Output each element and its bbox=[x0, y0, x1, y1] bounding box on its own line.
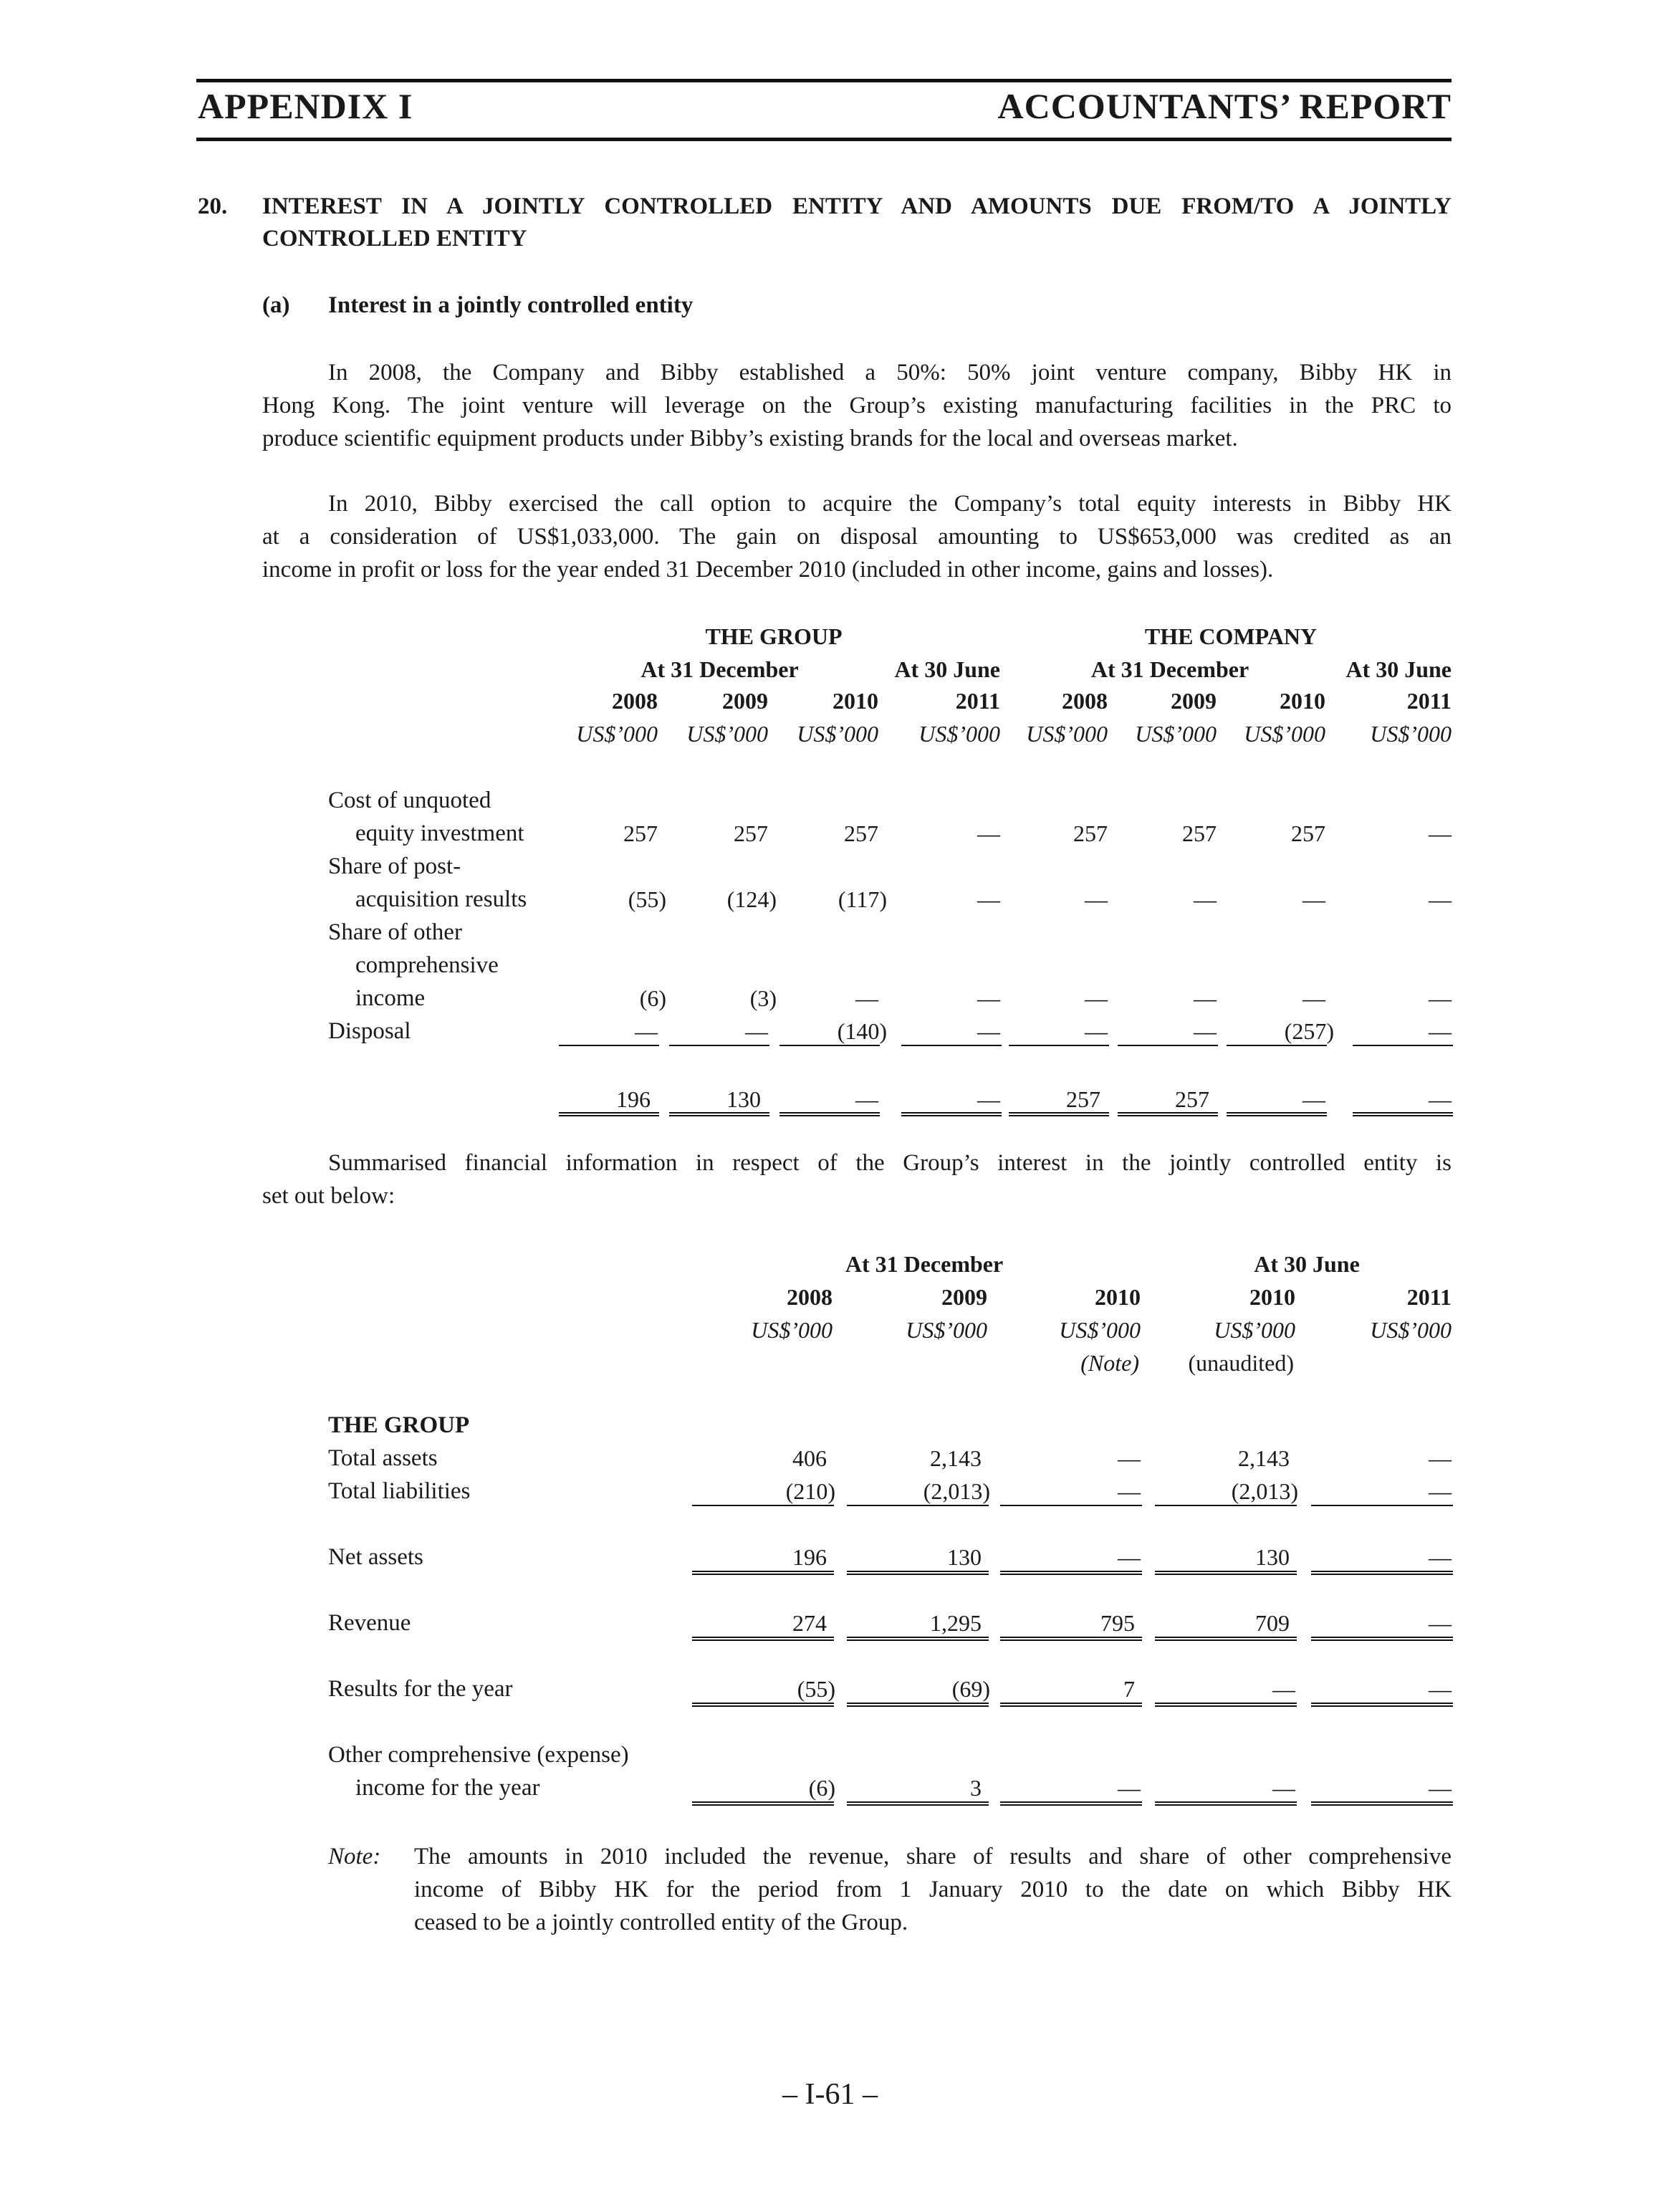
t1-row-label: Disposal bbox=[328, 1018, 411, 1044]
t1-underline bbox=[901, 1045, 1002, 1046]
t2-underline bbox=[1311, 1505, 1453, 1506]
t2-cell: — bbox=[1429, 1445, 1452, 1471]
t2-cell: 130 bbox=[1255, 1544, 1290, 1570]
t1-year-header: 2010 bbox=[1280, 688, 1325, 714]
t1-cell: (257) bbox=[1284, 1018, 1334, 1044]
paragraph-line: In 2010, Bibby exercised the call option to acquire the Company’s total equity interests in Bibby HK bbox=[328, 491, 1452, 517]
t1-double-underline bbox=[559, 1112, 659, 1116]
summary-intro bbox=[262, 1146, 1452, 1212]
t2-underline bbox=[1000, 1505, 1142, 1506]
t1-cell: — bbox=[1429, 985, 1452, 1011]
t1-cell: — bbox=[977, 985, 1000, 1011]
t2-cell: — bbox=[1429, 1478, 1452, 1504]
t2-double-underline bbox=[847, 1703, 989, 1707]
company-heading: THE COMPANY bbox=[1144, 623, 1318, 649]
t2-cell: (69) bbox=[951, 1676, 990, 1702]
t2-double-underline bbox=[692, 1571, 834, 1575]
t2-cell: — bbox=[1272, 1775, 1295, 1801]
t1-underline bbox=[559, 1045, 659, 1046]
t2-cell: 1,295 bbox=[930, 1610, 982, 1636]
t2-cell: 274 bbox=[792, 1610, 827, 1636]
t2-unit-header: US$’000 bbox=[1059, 1317, 1141, 1343]
t2-cell: — bbox=[1429, 1676, 1452, 1702]
t1-cell: — bbox=[1194, 985, 1217, 1011]
t2-double-underline bbox=[1155, 1637, 1297, 1641]
t1-cell: — bbox=[1429, 886, 1452, 912]
t1-year-header: 2011 bbox=[955, 688, 1000, 714]
t1-year-header: 2009 bbox=[722, 688, 768, 714]
t1-double-underline bbox=[669, 1112, 769, 1116]
t2-group-label: THE GROUP bbox=[328, 1412, 470, 1438]
t1-cell: (3) bbox=[749, 985, 777, 1011]
t1-cell: 257 bbox=[1182, 820, 1217, 846]
t2-year-header: 2010 bbox=[1095, 1284, 1141, 1310]
t1-year-header: 2009 bbox=[1171, 688, 1217, 714]
t2-cell: (2,013) bbox=[1231, 1478, 1298, 1504]
t1-cell: 257 bbox=[1291, 820, 1325, 846]
t1-row-label: Share of post- bbox=[328, 853, 461, 879]
company-at-june-heading: At 30 June bbox=[1345, 656, 1452, 682]
t1-underline bbox=[1118, 1045, 1218, 1046]
t1-unit-header: US$’000 bbox=[1370, 721, 1452, 747]
t1-cell: — bbox=[1194, 886, 1217, 912]
t2-row-label: Net assets bbox=[328, 1544, 423, 1570]
t2-row-label: Results for the year bbox=[328, 1676, 513, 1702]
header-bottom-rule bbox=[196, 138, 1452, 141]
paragraph-line: income in profit or loss for the year ended 31 December 2010 (included in other income, gains and losses). bbox=[262, 557, 1274, 583]
t2-row-label: Revenue bbox=[328, 1610, 411, 1636]
paragraph-disposal bbox=[262, 487, 1452, 586]
t2-cell: (55) bbox=[797, 1676, 835, 1702]
t2-cell: 2,143 bbox=[1238, 1445, 1290, 1471]
unaudited-label: (unaudited) bbox=[1188, 1350, 1294, 1376]
t1-unit-header: US$’000 bbox=[686, 721, 768, 747]
t1-total-cell: — bbox=[1302, 1086, 1325, 1112]
paragraph-line: In 2008, the Company and Bibby established a 50%: 50% joint venture company, Bibby HK in bbox=[328, 360, 1452, 386]
t1-total-cell: — bbox=[855, 1086, 878, 1112]
t1-year-header: 2008 bbox=[1062, 688, 1108, 714]
t2-double-underline bbox=[1000, 1571, 1142, 1575]
t2-unit-header: US$’000 bbox=[751, 1317, 833, 1343]
t1-underline bbox=[779, 1045, 880, 1046]
t1-cell: 257 bbox=[844, 820, 878, 846]
t2-cell: (210) bbox=[785, 1478, 835, 1504]
t1-double-underline bbox=[901, 1112, 1002, 1116]
note-text bbox=[414, 1840, 1452, 1939]
t2-double-underline bbox=[692, 1703, 834, 1707]
t1-cell: — bbox=[1085, 1018, 1108, 1044]
t2-cell: 7 bbox=[1123, 1676, 1135, 1702]
t1-underline bbox=[1353, 1045, 1453, 1046]
group-heading: THE GROUP bbox=[705, 623, 843, 649]
t1-cell: (140) bbox=[837, 1018, 887, 1044]
t1-cell: — bbox=[1429, 1018, 1452, 1044]
t2-year-header: 2008 bbox=[787, 1284, 833, 1310]
t2-at-june-heading: At 30 June bbox=[1254, 1251, 1360, 1277]
report-title: ACCOUNTANTS’ REPORT bbox=[997, 86, 1452, 126]
t1-double-underline bbox=[1353, 1112, 1453, 1116]
t1-unit-header: US$’000 bbox=[1244, 721, 1325, 747]
t2-cell: 795 bbox=[1100, 1610, 1135, 1636]
t1-total-cell: 257 bbox=[1066, 1086, 1100, 1112]
t2-double-underline bbox=[1311, 1703, 1453, 1707]
t2-cell: 709 bbox=[1255, 1610, 1290, 1636]
paragraph-line: Hong Kong. The joint venture will leverage on the Group’s existing manufacturing facilities in the PRC to bbox=[262, 393, 1452, 418]
t2-unit-header: US$’000 bbox=[1370, 1317, 1452, 1343]
t2-cell: — bbox=[1429, 1775, 1452, 1801]
paragraph-line: produce scientific equipment products under Bibby’s existing brands for the local and overseas market. bbox=[262, 426, 1238, 451]
t1-row-label: comprehensive bbox=[355, 952, 499, 978]
page-number: – I-61 – bbox=[782, 2078, 878, 2111]
t2-double-underline bbox=[1311, 1801, 1453, 1806]
t1-cell: (55) bbox=[628, 886, 666, 912]
t1-total-cell: 257 bbox=[1175, 1086, 1209, 1112]
t2-year-header: 2009 bbox=[941, 1284, 987, 1310]
group-at-june-heading: At 30 June bbox=[894, 656, 1000, 682]
note-reference: (Note) bbox=[1080, 1350, 1139, 1376]
t1-cell: 257 bbox=[1073, 820, 1108, 846]
t2-underline bbox=[1155, 1505, 1297, 1506]
t2-double-underline bbox=[847, 1801, 989, 1806]
t2-cell: 406 bbox=[792, 1445, 827, 1471]
t2-cell: — bbox=[1118, 1478, 1141, 1504]
t2-unit-header: US$’000 bbox=[1214, 1317, 1295, 1343]
paragraph-line: Summarised financial information in respect of the Group’s interest in the jointly controlled entity is bbox=[328, 1150, 1452, 1176]
t2-double-underline bbox=[1000, 1703, 1142, 1707]
t1-row-label: acquisition results bbox=[355, 886, 527, 912]
t2-unit-header: US$’000 bbox=[906, 1317, 987, 1343]
t1-double-underline bbox=[1118, 1112, 1218, 1116]
company-at-dec-heading: At 31 December bbox=[1090, 656, 1249, 682]
t1-total-cell: 196 bbox=[616, 1086, 651, 1112]
t1-cell: (117) bbox=[838, 886, 887, 912]
t1-double-underline bbox=[779, 1112, 880, 1116]
t1-cell: 257 bbox=[623, 820, 658, 846]
t2-row-label: Total assets bbox=[328, 1445, 438, 1471]
t2-row-label: Other comprehensive (expense) bbox=[328, 1742, 629, 1768]
t1-cell: — bbox=[977, 1018, 1000, 1044]
t2-cell: (6) bbox=[808, 1775, 835, 1801]
t2-double-underline bbox=[1311, 1637, 1453, 1641]
header-top-rule bbox=[196, 79, 1452, 82]
t2-double-underline bbox=[1155, 1703, 1297, 1707]
t2-cell: — bbox=[1118, 1775, 1141, 1801]
t1-unit-header: US$’000 bbox=[918, 721, 1000, 747]
t1-row-label: Cost of unquoted bbox=[328, 787, 491, 813]
section-title-line1: INTEREST IN A JOINTLY CONTROLLED ENTITY AND AMOUNTS DUE FROM/TO A JOINTLY bbox=[262, 193, 1452, 219]
t1-cell: — bbox=[977, 886, 1000, 912]
t2-double-underline bbox=[1000, 1637, 1142, 1641]
t2-double-underline bbox=[692, 1637, 834, 1641]
t2-cell: 196 bbox=[792, 1544, 827, 1570]
t1-year-header: 2011 bbox=[1406, 688, 1452, 714]
note-label: Note: bbox=[328, 1844, 381, 1869]
section-number: 20. bbox=[198, 193, 228, 219]
t2-underline bbox=[692, 1505, 834, 1506]
t1-underline bbox=[1009, 1045, 1109, 1046]
t2-double-underline bbox=[1155, 1571, 1297, 1575]
t2-year-header: 2010 bbox=[1249, 1284, 1295, 1310]
t1-unit-header: US$’000 bbox=[576, 721, 658, 747]
t1-cell: 257 bbox=[734, 820, 768, 846]
t2-row-label: income for the year bbox=[355, 1775, 540, 1801]
note-line: income of Bibby HK for the period from 1 January 2010 to the date on which Bibby HK bbox=[414, 1877, 1452, 1902]
t1-cell: — bbox=[1302, 886, 1325, 912]
t1-unit-header: US$’000 bbox=[1026, 721, 1108, 747]
t2-row-label: Total liabilities bbox=[328, 1478, 471, 1504]
t1-double-underline bbox=[1009, 1112, 1109, 1116]
t1-cell: — bbox=[1085, 985, 1108, 1011]
t2-cell: 3 bbox=[970, 1775, 982, 1801]
t1-cell: — bbox=[1194, 1018, 1217, 1044]
section-title-line2: CONTROLLED ENTITY bbox=[262, 226, 527, 252]
t2-double-underline bbox=[1155, 1801, 1297, 1806]
t1-cell: — bbox=[1429, 820, 1452, 846]
t2-at-dec-heading: At 31 December bbox=[845, 1251, 1004, 1277]
t1-cell: — bbox=[977, 820, 1000, 846]
t2-cell: — bbox=[1118, 1544, 1141, 1570]
t1-cell: (124) bbox=[726, 886, 777, 912]
t2-double-underline bbox=[1311, 1571, 1453, 1575]
t2-double-underline bbox=[692, 1801, 834, 1806]
t1-double-underline bbox=[1227, 1112, 1327, 1116]
t1-underline bbox=[1227, 1045, 1327, 1046]
subsection-title: Interest in a jointly controlled entity bbox=[328, 292, 694, 318]
t2-double-underline bbox=[847, 1571, 989, 1575]
t1-row-label: income bbox=[355, 985, 426, 1011]
t1-cell: — bbox=[745, 1018, 768, 1044]
t1-year-header: 2010 bbox=[833, 688, 878, 714]
t1-row-label: equity investment bbox=[355, 820, 524, 846]
t2-year-header: 2011 bbox=[1406, 1284, 1452, 1310]
t1-row-label: Share of other bbox=[328, 919, 462, 945]
paragraph-line: set out below: bbox=[262, 1183, 395, 1209]
t1-total-cell: — bbox=[1429, 1086, 1452, 1112]
t1-cell: — bbox=[855, 985, 878, 1011]
t2-cell: — bbox=[1429, 1610, 1452, 1636]
t1-unit-header: US$’000 bbox=[1135, 721, 1217, 747]
subsection-label: (a) bbox=[262, 292, 290, 318]
paragraph-line: at a consideration of US$1,033,000. The gain on disposal amounting to US$653,000 was credited as an bbox=[262, 524, 1452, 550]
t1-total-cell: 130 bbox=[726, 1086, 761, 1112]
t2-cell: (2,013) bbox=[923, 1478, 990, 1504]
t2-cell: — bbox=[1118, 1445, 1141, 1471]
note-line: The amounts in 2010 included the revenue, share of results and share of other comprehensive bbox=[414, 1844, 1452, 1869]
paragraph-joint-venture bbox=[262, 356, 1452, 455]
t1-cell: — bbox=[1302, 985, 1325, 1011]
t1-total-cell: — bbox=[977, 1086, 1000, 1112]
t1-cell: (6) bbox=[639, 985, 666, 1011]
t2-double-underline bbox=[1000, 1801, 1142, 1806]
t2-underline bbox=[847, 1505, 989, 1506]
t2-cell: 130 bbox=[947, 1544, 982, 1570]
t1-unit-header: US$’000 bbox=[797, 721, 878, 747]
t2-cell: 2,143 bbox=[930, 1445, 982, 1471]
t1-year-header: 2008 bbox=[612, 688, 658, 714]
t1-underline bbox=[669, 1045, 769, 1046]
t2-double-underline bbox=[847, 1637, 989, 1641]
note-line: ceased to be a jointly controlled entity of the Group. bbox=[414, 1910, 908, 1935]
t2-cell: — bbox=[1429, 1544, 1452, 1570]
t1-cell: — bbox=[635, 1018, 658, 1044]
t1-cell: — bbox=[1085, 886, 1108, 912]
appendix-label: APPENDIX I bbox=[198, 86, 413, 126]
t2-cell: — bbox=[1272, 1676, 1295, 1702]
group-at-dec-heading: At 31 December bbox=[641, 656, 799, 682]
